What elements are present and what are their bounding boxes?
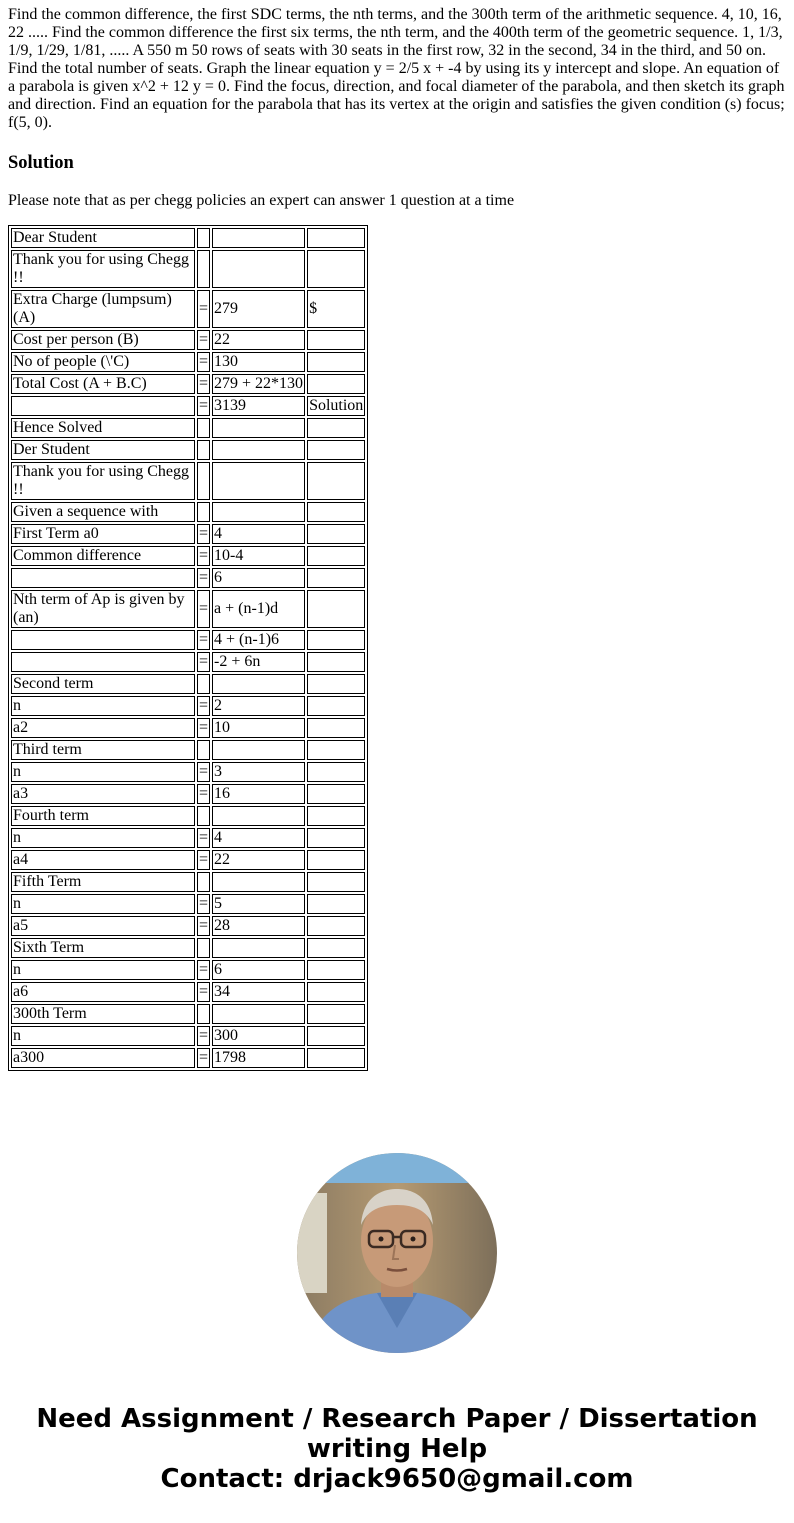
row-equals-cell: = — [199, 763, 209, 780]
row-equals-cell: = — [199, 397, 209, 414]
table-row — [11, 916, 365, 936]
table-row — [11, 894, 365, 914]
policy-note: Please note that as per chegg policies an expert can answer 1 question at a time — [8, 192, 515, 209]
table-row — [11, 396, 365, 416]
row-equals-cell: = — [199, 631, 209, 648]
table-row — [11, 502, 365, 522]
row-label-cell: Cost per person (B) — [11, 330, 195, 350]
row-extra-cell — [307, 1026, 365, 1046]
table-row — [11, 630, 365, 650]
row-equals-cell: = — [197, 590, 210, 628]
table-row — [11, 718, 365, 738]
row-equals-cell — [197, 674, 210, 694]
row-equals-cell: = — [199, 719, 209, 736]
row-equals-cell: = — [199, 961, 209, 978]
row-value-cell: 22 — [212, 330, 305, 350]
row-label-cell: Thank you for using Chegg !! — [11, 462, 195, 500]
row-value-cell: 130 — [212, 352, 305, 372]
table-row — [11, 696, 365, 716]
row-extra-cell — [307, 696, 365, 716]
row-extra-cell — [307, 894, 365, 914]
row-value-cell — [212, 250, 305, 288]
row-label-cell — [11, 652, 195, 672]
banner-line-1: Need Assignment / Research Paper / Dissertation — [36, 1404, 758, 1434]
row-equals-cell: = — [199, 983, 209, 1000]
row-label-cell: n — [11, 828, 195, 848]
row-value-cell: 6 — [212, 960, 305, 980]
row-equals-cell — [197, 938, 210, 958]
row-equals-cell: = — [199, 331, 209, 348]
row-value-cell: 10 — [212, 718, 305, 738]
row-extra-cell — [307, 872, 365, 892]
row-value-cell — [212, 502, 305, 522]
row-label-cell: Sixth Term — [11, 938, 195, 958]
table-row — [11, 850, 365, 870]
table-row — [11, 590, 365, 628]
row-extra-cell — [307, 440, 365, 460]
row-label-cell: Fifth Term — [11, 872, 195, 892]
row-equals-cell — [197, 228, 210, 248]
row-equals-cell — [197, 806, 210, 826]
row-equals-cell — [197, 418, 210, 438]
table-row — [11, 652, 365, 672]
row-equals-cell — [197, 462, 210, 500]
row-label-cell: a6 — [11, 982, 195, 1002]
row-value-cell — [212, 418, 305, 438]
row-equals-cell — [197, 1004, 210, 1024]
row-value-cell: a + (n-1)d — [212, 590, 305, 628]
row-value-cell: 10-4 — [212, 546, 305, 566]
row-label-cell — [11, 568, 195, 588]
row-label-cell: a300 — [11, 1048, 195, 1068]
table-row — [11, 524, 365, 544]
row-value-cell: 4 — [212, 524, 305, 544]
row-value-cell — [212, 872, 305, 892]
row-label-cell: Second term — [11, 674, 195, 694]
row-extra-cell — [307, 1048, 365, 1068]
row-value-cell — [212, 462, 305, 500]
banner-line-2: writing Help — [306, 1434, 488, 1464]
row-value-cell — [212, 1004, 305, 1024]
row-extra-cell — [307, 982, 365, 1002]
row-value-cell: 5 — [212, 894, 305, 914]
row-label-cell: No of people (\'C) — [11, 352, 195, 372]
row-equals-cell — [197, 740, 210, 760]
promo-banner — [0, 1404, 794, 1494]
row-extra-cell — [307, 502, 365, 522]
row-extra-cell — [307, 462, 365, 500]
row-extra-cell — [307, 652, 365, 672]
row-value-cell: 16 — [212, 784, 305, 804]
row-value-cell: 22 — [212, 850, 305, 870]
row-equals-cell: = — [199, 829, 209, 846]
row-equals-cell: = — [199, 353, 209, 370]
row-extra-cell — [307, 568, 365, 588]
table-row — [11, 250, 365, 288]
row-extra-cell — [307, 1004, 365, 1024]
row-value-cell: 6 — [212, 568, 305, 588]
table-row — [11, 462, 365, 500]
row-value-cell: 3 — [212, 762, 305, 782]
table-row — [11, 740, 365, 760]
table-row — [11, 1004, 365, 1024]
row-label-cell: Total Cost (A + B.C) — [11, 374, 195, 394]
row-value-cell: -2 + 6n — [212, 652, 305, 672]
row-label-cell: a4 — [11, 850, 195, 870]
row-extra-cell — [307, 784, 365, 804]
row-extra-cell — [307, 718, 365, 738]
row-extra-cell — [307, 916, 365, 936]
table-row — [11, 546, 365, 566]
row-label-cell: Common difference — [11, 546, 195, 566]
row-equals-cell: = — [199, 1027, 209, 1044]
row-extra-cell — [307, 374, 365, 394]
table-row — [11, 674, 365, 694]
row-value-cell: 300 — [212, 1026, 305, 1046]
row-value-cell: 1798 — [212, 1048, 305, 1068]
row-extra-cell — [307, 352, 365, 372]
row-label-cell: Hence Solved — [11, 418, 195, 438]
row-extra-cell — [307, 762, 365, 782]
table-row — [11, 960, 365, 980]
table-row — [11, 352, 365, 372]
row-equals-cell: = — [199, 569, 209, 586]
row-label-cell: n — [11, 762, 195, 782]
row-extra-cell — [307, 850, 365, 870]
row-label-cell: n — [11, 1026, 195, 1046]
row-equals-cell: = — [199, 785, 209, 802]
row-label-cell: 300th Term — [11, 1004, 195, 1024]
row-value-cell: 28 — [212, 916, 305, 936]
solution-table-body — [11, 228, 365, 1068]
row-extra-cell — [307, 250, 365, 288]
table-row — [11, 982, 365, 1002]
row-extra-cell — [307, 938, 365, 958]
row-extra-cell — [307, 806, 365, 826]
row-value-cell — [212, 938, 305, 958]
table-row — [11, 1048, 365, 1068]
row-equals-cell — [197, 502, 210, 522]
row-equals-cell — [197, 250, 210, 288]
row-extra-cell — [307, 590, 365, 628]
table-row — [11, 784, 365, 804]
row-extra-cell — [307, 828, 365, 848]
row-equals-cell: = — [197, 290, 210, 328]
row-equals-cell — [197, 872, 210, 892]
row-extra-cell — [307, 674, 365, 694]
row-extra-cell — [307, 524, 365, 544]
row-extra-cell — [307, 330, 365, 350]
banner-contact: Contact: drjack9650@gmail.com — [160, 1464, 634, 1494]
row-extra-cell — [307, 630, 365, 650]
row-extra-cell — [307, 546, 365, 566]
table-row — [11, 330, 365, 350]
table-row — [11, 828, 365, 848]
row-label-cell: Third term — [11, 740, 195, 760]
row-equals-cell: = — [199, 895, 209, 912]
row-extra-cell — [307, 418, 365, 438]
table-row — [11, 228, 365, 248]
row-value-cell — [212, 740, 305, 760]
row-value-cell: 279 — [212, 290, 305, 328]
row-value-cell: 279 + 22*130 — [214, 375, 304, 392]
row-extra-cell: $ — [307, 290, 365, 328]
row-extra-cell — [307, 960, 365, 980]
table-row — [11, 1026, 365, 1046]
row-value-cell: 4 — [212, 828, 305, 848]
row-label-cell: Fourth term — [11, 806, 195, 826]
row-label-cell: a5 — [11, 916, 195, 936]
row-label-cell: Thank you for using Chegg !! — [11, 250, 195, 288]
row-value-cell — [212, 674, 305, 694]
solution-heading: Solution — [8, 153, 74, 173]
row-value-cell: 2 — [212, 696, 305, 716]
row-value-cell — [212, 806, 305, 826]
row-equals-cell: = — [199, 917, 209, 934]
table-row — [11, 762, 365, 782]
row-extra-cell: Solution — [309, 397, 364, 414]
table-row — [11, 568, 365, 588]
row-equals-cell — [197, 440, 210, 460]
solution-table — [8, 225, 368, 1071]
row-extra-cell — [307, 740, 365, 760]
expert-avatar-photo — [297, 1153, 497, 1353]
table-row — [11, 418, 365, 438]
row-equals-cell: = — [199, 525, 209, 542]
row-label-cell: a3 — [11, 784, 195, 804]
table-row — [11, 374, 365, 394]
table-row — [11, 872, 365, 892]
row-equals-cell: = — [199, 697, 209, 714]
row-value-cell — [212, 228, 305, 248]
row-equals-cell: = — [199, 375, 209, 392]
table-row — [11, 938, 365, 958]
table-row — [11, 290, 365, 328]
row-label-cell: Dear Student — [11, 228, 195, 248]
row-label-cell: Der Student — [11, 440, 195, 460]
row-value-cell: 34 — [212, 982, 305, 1002]
table-row — [11, 806, 365, 826]
row-label-cell: n — [11, 894, 195, 914]
row-label-cell: Given a sequence with — [11, 502, 195, 522]
row-equals-cell: = — [199, 547, 209, 564]
row-value-cell: 4 + (n-1)6 — [212, 630, 305, 650]
row-label-cell: n — [11, 696, 195, 716]
row-label-cell — [11, 630, 195, 650]
row-label-cell: a2 — [11, 718, 195, 738]
table-row — [11, 440, 365, 460]
row-value-cell: 3139 — [212, 396, 305, 416]
row-equals-cell: = — [199, 1049, 209, 1066]
row-label-cell: First Term a0 — [11, 524, 195, 544]
row-equals-cell: = — [199, 851, 209, 868]
row-label-cell: Nth term of Ap is given by (an) — [11, 590, 195, 628]
row-label-cell — [11, 396, 195, 416]
row-value-cell — [212, 440, 305, 460]
row-extra-cell — [307, 228, 365, 248]
row-label-cell: Extra Charge (lumpsum) (A) — [11, 290, 195, 328]
row-equals-cell: = — [199, 653, 209, 670]
question-text: Find the common difference, the first SDC terms, the nth terms, and the 300th term of the arithmetic sequence. 4, 10, 16, 22 ..... Find the common difference the first six terms, the nth term, and the 400th term of the geometric sequence. 1, 1/3, 1/9, 1/29, 1/81, ..... A 550 m 50 rows of seats with 30 seats in the first row, 32 in the second, 34 in the third, and 50 on. Find the total number of seats. Graph the linear equation y = 2/5 x + -4 by using its y intercept and slope. An equation of a parabola is given x^2 + 12 y = 0. Find the focus, direction, and focal diameter of the parabola, and then sketch its graph and direction. Find an equation for the parabola that has its vertex at the origin and satisfies the given condition (s) focus; f(5, 0). — [8, 6, 785, 131]
row-label-cell: n — [11, 960, 195, 980]
avatar-illustration — [297, 1153, 497, 1353]
